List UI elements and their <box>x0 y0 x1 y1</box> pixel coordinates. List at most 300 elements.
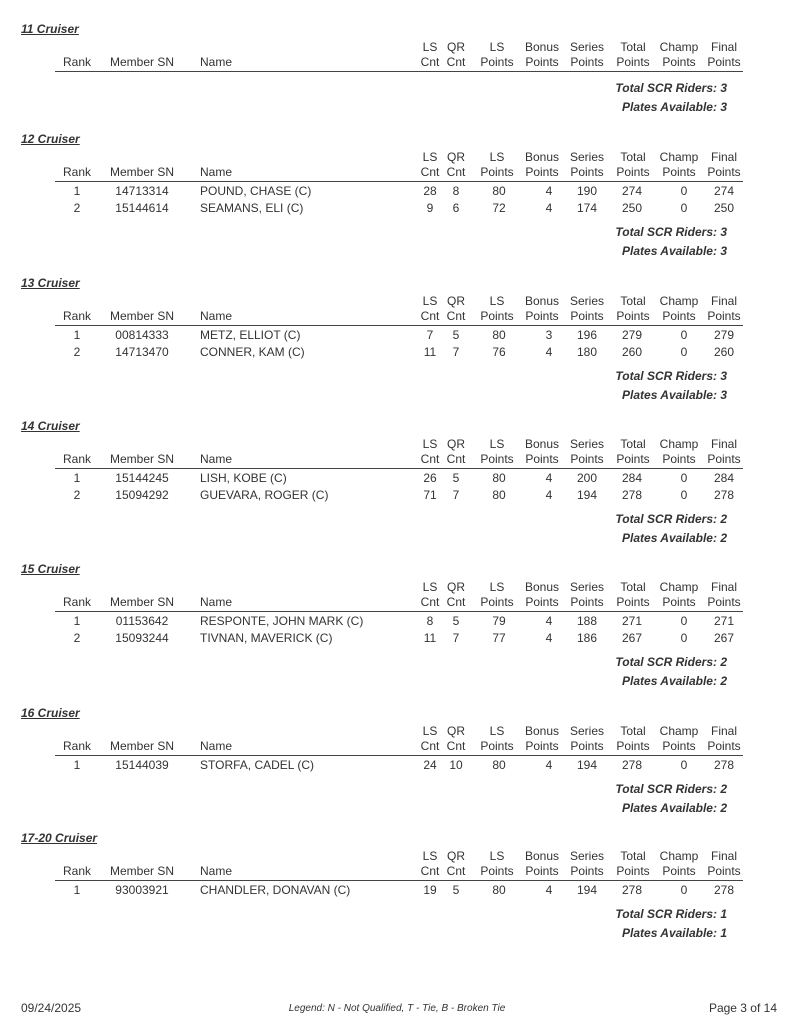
cell-name: TIVNAN, MAVERICK (C) <box>200 631 333 645</box>
header-line-2: Points <box>707 864 741 878</box>
cell-bonus-points: 4 <box>545 201 553 215</box>
header-line-1: QR <box>447 40 465 54</box>
cell-total-points: 271 <box>621 614 643 628</box>
header-line-1: Series <box>569 580 604 594</box>
header-line-1: Series <box>569 40 604 54</box>
header-divider <box>55 611 743 612</box>
cell-series-points: 174 <box>576 201 598 215</box>
class-section <box>0 132 794 258</box>
header-line-2: Points <box>525 165 559 179</box>
cell-series-points: 194 <box>576 758 598 772</box>
header-line-1: Series <box>569 294 604 308</box>
cell-ls-points: 80 <box>492 883 506 897</box>
cell-qr-cnt: 8 <box>452 184 460 198</box>
cell-ls-points: 80 <box>492 488 506 502</box>
cell-ls-points: 80 <box>492 184 506 198</box>
header-line-1: QR <box>447 150 465 164</box>
header-line-1: Bonus <box>524 724 560 738</box>
header-line-1: Series <box>569 849 604 863</box>
column-header-member-sn: Member SN <box>109 739 174 753</box>
column-header-name: Name <box>200 864 233 878</box>
header-line-1: LS <box>422 580 438 594</box>
cell-champ-points: 0 <box>680 758 688 772</box>
header-line-1: Bonus <box>524 437 560 451</box>
cell-ls-cnt: 8 <box>426 614 434 628</box>
header-line-2: Cnt <box>446 309 466 323</box>
column-header-final-points <box>696 40 752 70</box>
cell-ls-cnt: 11 <box>423 345 437 359</box>
cell-final-points: 284 <box>713 471 735 485</box>
cell-ls-cnt: 19 <box>423 883 437 897</box>
header-line-2: Points <box>662 165 696 179</box>
column-header-final-points <box>696 150 752 180</box>
cell-qr-cnt: 7 <box>452 345 460 359</box>
header-line-1: Champ <box>659 294 699 308</box>
cell-name: RESPONTE, JOHN MARK (C) <box>200 614 364 628</box>
header-divider <box>55 755 743 756</box>
header-line-2: Points <box>525 55 559 69</box>
cell-ls-points: 80 <box>492 328 506 342</box>
header-line-2: Points <box>525 739 559 753</box>
header-line-2: Points <box>525 595 559 609</box>
class-section <box>0 419 794 545</box>
header-line-2: Points <box>707 739 741 753</box>
cell-final-points: 278 <box>713 758 735 772</box>
plates-available: Plates Available: 3 <box>622 244 727 258</box>
column-header-rank: Rank <box>62 864 91 878</box>
table-row <box>0 470 794 487</box>
column-header-final-points <box>696 294 752 324</box>
header-line-1: QR <box>447 724 465 738</box>
cell-qr-cnt: 5 <box>452 328 460 342</box>
cell-ls-points: 80 <box>492 471 506 485</box>
cell-series-points: 186 <box>576 631 598 645</box>
cell-total-points: 267 <box>621 631 643 645</box>
column-header-member-sn: Member SN <box>109 595 174 609</box>
header-line-1: LS <box>489 580 505 594</box>
header-line-1: Champ <box>659 40 699 54</box>
column-header-rank: Rank <box>62 452 91 466</box>
column-header-name: Name <box>200 165 233 179</box>
header-line-1: Total <box>620 294 646 308</box>
cell-name: STORFA, CADEL (C) <box>200 758 315 772</box>
header-line-1: QR <box>447 849 465 863</box>
header-line-2: Points <box>616 165 650 179</box>
column-header-name: Name <box>200 309 233 323</box>
cell-member-sn: 15144245 <box>115 471 169 485</box>
cell-name: POUND, CHASE (C) <box>200 184 312 198</box>
section-title: 12 Cruiser <box>21 132 80 146</box>
header-line-2: Cnt <box>446 739 466 753</box>
header-line-1: Bonus <box>524 40 560 54</box>
plates-available: Plates Available: 2 <box>622 531 727 545</box>
cell-rank: 2 <box>73 201 81 215</box>
cell-member-sn: 01153642 <box>115 614 169 628</box>
cell-name: CONNER, KAM (C) <box>200 345 305 359</box>
column-header-final-points <box>696 437 752 467</box>
cell-ls-points: 72 <box>492 201 506 215</box>
cell-ls-cnt: 9 <box>426 201 434 215</box>
cell-series-points: 188 <box>576 614 598 628</box>
header-line-2: Points <box>616 309 650 323</box>
header-line-1: Series <box>569 150 604 164</box>
cell-bonus-points: 4 <box>545 883 553 897</box>
header-line-2: Points <box>662 595 696 609</box>
column-header-member-sn: Member SN <box>109 165 174 179</box>
header-line-2: Points <box>480 309 514 323</box>
total-scr-riders: Total SCR Riders: 3 <box>615 81 727 95</box>
cell-series-points: 196 <box>576 328 598 342</box>
cell-final-points: 278 <box>713 488 735 502</box>
column-header-rank: Rank <box>62 739 91 753</box>
header-line-1: Bonus <box>524 580 560 594</box>
header-line-1: Total <box>620 724 646 738</box>
section-title: 14 Cruiser <box>21 419 80 433</box>
column-header-member-sn: Member SN <box>109 864 174 878</box>
header-line-2: Points <box>480 452 514 466</box>
cell-rank: 1 <box>73 758 81 772</box>
cell-qr-cnt: 5 <box>452 471 460 485</box>
header-line-2: Points <box>480 595 514 609</box>
section-summary <box>615 79 727 117</box>
header-line-2: Points <box>570 309 604 323</box>
header-line-2: Cnt <box>446 595 466 609</box>
cell-final-points: 279 <box>713 328 735 342</box>
total-scr-riders: Total SCR Riders: 2 <box>615 655 727 669</box>
cell-qr-cnt: 5 <box>452 614 460 628</box>
cell-qr-cnt: 5 <box>452 883 460 897</box>
cell-champ-points: 0 <box>680 614 688 628</box>
header-line-2: Points <box>480 864 514 878</box>
cell-ls-cnt: 71 <box>423 488 437 502</box>
header-line-2: Points <box>616 595 650 609</box>
column-header-final-points <box>696 849 752 879</box>
header-line-2: Points <box>616 55 650 69</box>
column-header-member-sn: Member SN <box>109 55 174 69</box>
cell-bonus-points: 4 <box>545 614 553 628</box>
cell-bonus-points: 3 <box>545 328 553 342</box>
cell-champ-points: 0 <box>680 883 688 897</box>
column-header-final-points <box>696 724 752 754</box>
header-line-1: Final <box>710 40 737 54</box>
cell-rank: 1 <box>73 614 81 628</box>
cell-bonus-points: 4 <box>545 345 553 359</box>
header-line-2: Cnt <box>420 165 440 179</box>
table-row <box>0 487 794 504</box>
table-row <box>0 344 794 361</box>
cell-final-points: 271 <box>713 614 735 628</box>
header-line-2: Points <box>616 864 650 878</box>
cell-series-points: 190 <box>576 184 598 198</box>
total-scr-riders: Total SCR Riders: 2 <box>615 512 727 526</box>
page-number: Page 3 of 14 <box>708 1001 777 1015</box>
cell-qr-cnt: 6 <box>452 201 460 215</box>
header-line-2: Points <box>707 452 741 466</box>
header-line-2: Points <box>616 739 650 753</box>
column-header-final-points <box>696 580 752 610</box>
column-header-name: Name <box>200 55 233 69</box>
table-row <box>0 200 794 217</box>
header-line-2: Points <box>525 452 559 466</box>
section-summary <box>615 223 727 261</box>
header-line-1: Champ <box>659 437 699 451</box>
class-section <box>0 706 794 826</box>
cell-ls-points: 77 <box>492 631 506 645</box>
total-scr-riders: Total SCR Riders: 3 <box>615 369 727 383</box>
header-divider <box>55 880 743 881</box>
header-line-2: Cnt <box>420 309 440 323</box>
legend: Legend: N - Not Qualified, T - Tie, B - Broken Tie <box>288 1003 506 1014</box>
header-line-2: Points <box>480 739 514 753</box>
class-section <box>0 562 794 688</box>
total-scr-riders: Total SCR Riders: 2 <box>615 782 727 796</box>
header-line-1: Final <box>710 150 737 164</box>
header-line-2: Cnt <box>420 452 440 466</box>
cell-member-sn: 15093244 <box>115 631 169 645</box>
cell-member-sn: 14713470 <box>115 345 169 359</box>
cell-member-sn: 00814333 <box>115 328 169 342</box>
header-line-2: Points <box>480 55 514 69</box>
cell-bonus-points: 4 <box>545 758 553 772</box>
cell-ls-cnt: 26 <box>423 471 437 485</box>
cell-bonus-points: 4 <box>545 631 553 645</box>
cell-name: CHANDLER, DONAVAN (C) <box>200 883 351 897</box>
header-line-1: Final <box>710 294 737 308</box>
cell-series-points: 180 <box>576 345 598 359</box>
header-line-1: LS <box>422 437 438 451</box>
cell-member-sn: 15144614 <box>115 201 169 215</box>
header-line-2: Points <box>662 309 696 323</box>
header-line-2: Points <box>707 55 741 69</box>
header-line-2: Cnt <box>446 165 466 179</box>
section-title: 13 Cruiser <box>21 276 80 290</box>
plates-available: Plates Available: 3 <box>622 100 727 114</box>
header-line-2: Cnt <box>446 864 466 878</box>
header-line-1: LS <box>489 437 505 451</box>
header-line-1: LS <box>489 724 505 738</box>
header-divider <box>55 468 743 469</box>
section-summary <box>615 510 727 548</box>
table-row <box>0 882 794 899</box>
header-line-1: QR <box>447 294 465 308</box>
header-line-1: Champ <box>659 849 699 863</box>
cell-total-points: 274 <box>621 184 643 198</box>
header-line-2: Points <box>570 165 604 179</box>
table-row <box>0 613 794 630</box>
cell-total-points: 279 <box>621 328 643 342</box>
cell-total-points: 278 <box>621 758 643 772</box>
cell-name: METZ, ELLIOT (C) <box>200 328 301 342</box>
header-line-2: Cnt <box>420 595 440 609</box>
cell-ls-points: 79 <box>492 614 506 628</box>
header-line-1: Total <box>620 580 646 594</box>
header-line-1: LS <box>422 724 438 738</box>
cell-rank: 1 <box>73 184 81 198</box>
header-line-2: Points <box>707 165 741 179</box>
cell-total-points: 278 <box>621 488 643 502</box>
class-section <box>0 831 794 951</box>
cell-member-sn: 15094292 <box>115 488 169 502</box>
header-divider <box>55 325 743 326</box>
table-row <box>0 757 794 774</box>
cell-final-points: 260 <box>713 345 735 359</box>
column-header-rank: Rank <box>62 595 91 609</box>
header-line-1: QR <box>447 437 465 451</box>
cell-rank: 1 <box>73 883 81 897</box>
cell-ls-points: 76 <box>492 345 506 359</box>
header-line-2: Points <box>525 309 559 323</box>
column-header-member-sn: Member SN <box>109 452 174 466</box>
section-summary <box>615 780 727 818</box>
cell-name: SEAMANS, ELI (C) <box>200 201 304 215</box>
header-line-1: LS <box>422 150 438 164</box>
header-line-1: Final <box>710 849 737 863</box>
cell-rank: 2 <box>73 631 81 645</box>
header-line-1: Champ <box>659 580 699 594</box>
cell-final-points: 267 <box>713 631 735 645</box>
cell-member-sn: 14713314 <box>115 184 169 198</box>
header-line-1: Final <box>710 580 737 594</box>
header-line-2: Points <box>570 864 604 878</box>
header-line-1: Total <box>620 437 646 451</box>
header-line-1: LS <box>489 40 505 54</box>
cell-champ-points: 0 <box>680 328 688 342</box>
plates-available: Plates Available: 3 <box>622 388 727 402</box>
section-title: 11 Cruiser <box>21 22 79 36</box>
header-line-1: Bonus <box>524 294 560 308</box>
cell-qr-cnt: 7 <box>452 488 460 502</box>
header-line-2: Points <box>662 864 696 878</box>
cell-ls-cnt: 11 <box>423 631 437 645</box>
header-line-1: Series <box>569 724 604 738</box>
column-header-name: Name <box>200 452 233 466</box>
cell-member-sn: 15144039 <box>115 758 169 772</box>
cell-total-points: 260 <box>621 345 643 359</box>
cell-champ-points: 0 <box>680 488 688 502</box>
header-line-1: Champ <box>659 150 699 164</box>
column-header-rank: Rank <box>62 165 91 179</box>
cell-ls-cnt: 7 <box>426 328 434 342</box>
header-line-2: Points <box>570 595 604 609</box>
header-line-1: LS <box>489 150 505 164</box>
header-line-1: LS <box>422 294 438 308</box>
header-line-2: Points <box>570 739 604 753</box>
cell-rank: 2 <box>73 345 81 359</box>
column-header-name: Name <box>200 739 233 753</box>
table-row <box>0 630 794 647</box>
cell-rank: 1 <box>73 328 81 342</box>
section-title: 15 Cruiser <box>21 562 80 576</box>
cell-bonus-points: 4 <box>545 488 553 502</box>
cell-ls-points: 80 <box>492 758 506 772</box>
plates-available: Plates Available: 1 <box>622 926 727 940</box>
cell-champ-points: 0 <box>680 345 688 359</box>
plates-available: Plates Available: 2 <box>622 801 727 815</box>
section-summary <box>615 653 727 691</box>
cell-name: LISH, KOBE (C) <box>200 471 287 485</box>
cell-bonus-points: 4 <box>545 471 553 485</box>
cell-champ-points: 0 <box>680 184 688 198</box>
cell-champ-points: 0 <box>680 201 688 215</box>
header-line-2: Points <box>662 452 696 466</box>
header-line-1: Total <box>620 40 646 54</box>
cell-rank: 1 <box>73 471 81 485</box>
cell-ls-cnt: 28 <box>423 184 437 198</box>
cell-series-points: 200 <box>576 471 598 485</box>
header-line-2: Cnt <box>420 55 440 69</box>
header-line-2: Cnt <box>420 739 440 753</box>
column-header-name: Name <box>200 595 233 609</box>
cell-series-points: 194 <box>576 488 598 502</box>
section-summary <box>615 905 727 943</box>
header-line-1: LS <box>489 849 505 863</box>
total-scr-riders: Total SCR Riders: 3 <box>615 225 727 239</box>
report-date: 09/24/2025 <box>21 1001 82 1015</box>
header-line-1: Total <box>620 150 646 164</box>
column-header-rank: Rank <box>62 55 91 69</box>
header-line-1: Bonus <box>524 150 560 164</box>
cell-ls-cnt: 24 <box>423 758 437 772</box>
header-line-1: LS <box>489 294 505 308</box>
header-line-2: Cnt <box>446 55 466 69</box>
header-line-1: LS <box>422 40 438 54</box>
header-line-1: Total <box>620 849 646 863</box>
header-line-1: Final <box>710 724 737 738</box>
cell-total-points: 278 <box>621 883 643 897</box>
header-line-1: Final <box>710 437 737 451</box>
header-line-1: Champ <box>659 724 699 738</box>
cell-champ-points: 0 <box>680 631 688 645</box>
cell-qr-cnt: 10 <box>449 758 463 772</box>
cell-final-points: 278 <box>713 883 735 897</box>
header-line-2: Points <box>570 55 604 69</box>
header-line-2: Cnt <box>420 864 440 878</box>
header-line-1: Bonus <box>524 849 560 863</box>
column-header-member-sn: Member SN <box>109 309 174 323</box>
header-line-2: Points <box>662 739 696 753</box>
header-line-2: Points <box>570 452 604 466</box>
table-row <box>0 183 794 200</box>
header-divider <box>55 181 743 182</box>
column-header-rank: Rank <box>62 309 91 323</box>
section-summary <box>615 367 727 405</box>
cell-series-points: 194 <box>576 883 598 897</box>
cell-member-sn: 93003921 <box>115 883 169 897</box>
cell-champ-points: 0 <box>680 471 688 485</box>
class-section <box>0 276 794 402</box>
cell-bonus-points: 4 <box>545 184 553 198</box>
header-line-1: LS <box>422 849 438 863</box>
header-line-2: Points <box>707 595 741 609</box>
cell-name: GUEVARA, ROGER (C) <box>200 488 329 502</box>
table-row <box>0 327 794 344</box>
cell-qr-cnt: 7 <box>452 631 460 645</box>
section-title: 17-20 Cruiser <box>21 831 98 845</box>
header-line-2: Points <box>616 452 650 466</box>
header-line-2: Points <box>480 165 514 179</box>
cell-total-points: 284 <box>621 471 643 485</box>
cell-rank: 2 <box>73 488 81 502</box>
header-divider <box>55 71 743 72</box>
header-line-2: Points <box>707 309 741 323</box>
class-section <box>0 22 794 142</box>
plates-available: Plates Available: 2 <box>622 674 727 688</box>
header-line-1: Series <box>569 437 604 451</box>
header-line-1: QR <box>447 580 465 594</box>
header-line-2: Cnt <box>446 452 466 466</box>
cell-final-points: 250 <box>713 201 735 215</box>
header-line-2: Points <box>662 55 696 69</box>
